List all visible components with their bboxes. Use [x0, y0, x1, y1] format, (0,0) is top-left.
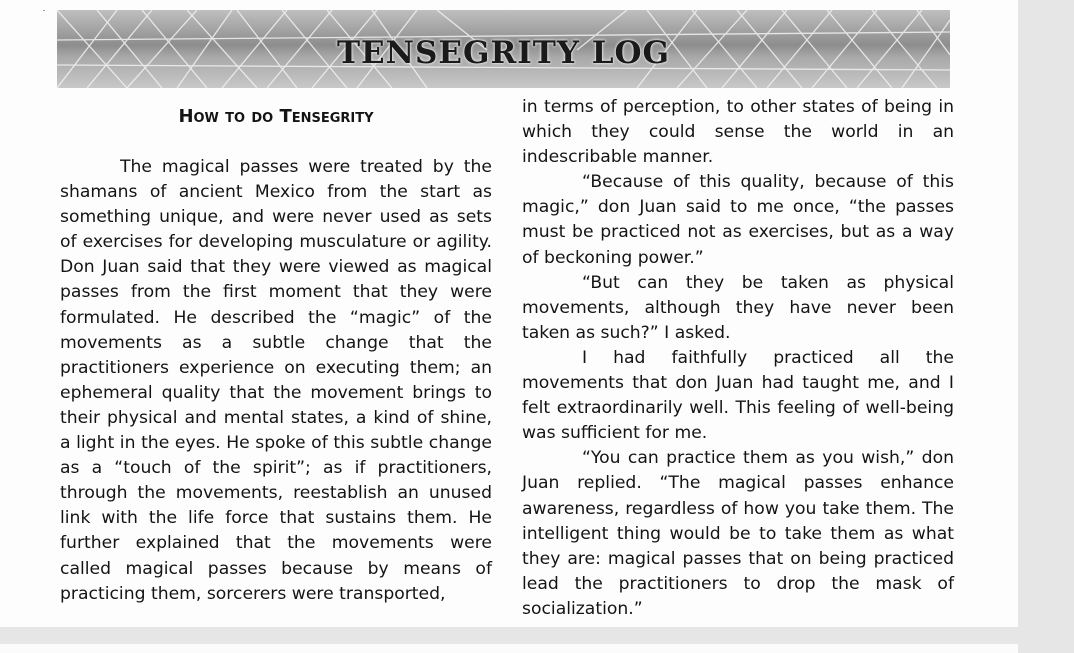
paragraph-4: I had faithfully practiced all the movements that don Juan had taught me, and I felt extraordinarily well. This feeling of well-being was sufficient for me. — [522, 347, 954, 444]
paragraph-1-continued: in terms of perception, to other states of being in which they could sense the world in an indescribable manner. — [522, 97, 954, 168]
page-mark — [43, 10, 45, 11]
header-banner — [57, 10, 950, 88]
next-page-edge — [0, 644, 1018, 653]
section-heading: How to do Tensegrity — [178, 106, 374, 127]
paragraph-5: “You can practice them as you wish,” don Juan replied. “The magical passes enhance awareness, regardless of how you take them. The intelligent thing would be to take them as what they are: magical passes that on being practiced lead the practitioners to drop the mask of socialization.” — [522, 448, 954, 619]
right-column — [522, 95, 954, 622]
paragraph-2: “Because of this quality, because of this magic,” don Juan said to me once, “the passes must be practiced not as exercises, but as a way of beckoning power.” — [522, 172, 954, 268]
left-column — [60, 94, 492, 607]
paragraph-1: The magical passes were treated by the shamans of ancient Mexico from the start as something unique, and were never used as sets of exercises for developing musculature or agility. Don Juan said that they were viewed as magical passes from the first moment that they were formulated. He described the “magic” of the movements as a subtle change that the practitioners experience on executing them; an ephemeral quality that the movement brings to their physical and mental states, a kind of shine, a light in the eyes. He spoke of this subtle change as a “touch of the spirit”; as if practitioners, through the movements, reestablish an unused link with the life force that sustains them. He further explained that the movements were called magical passes because by means of practicing them, sorcerers were transported, — [60, 157, 492, 604]
page-title: TENSEGRITY LOG — [336, 35, 671, 71]
paragraph-3: “But can they be taken as physical movements, although they have never been taken as such?” I asked. — [522, 272, 954, 343]
